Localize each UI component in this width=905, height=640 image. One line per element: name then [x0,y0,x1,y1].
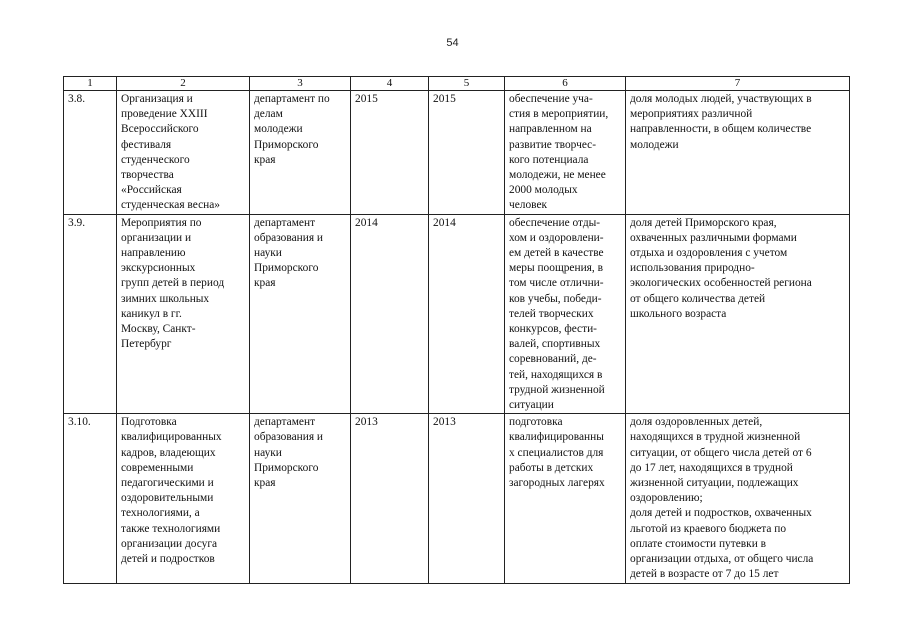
table-row [64,414,850,583]
end-year: 2014 [429,214,505,414]
start-year: 2015 [351,91,429,215]
row-number: 3.8. [64,91,117,215]
row-number: 3.10. [64,414,117,583]
executor: департамент образования и науки Приморского края [250,414,351,583]
expected-result: подготовка квалифицированны х специалистов для работы в детских загородных лагерях [505,414,626,583]
end-year: 2015 [429,91,505,215]
start-year: 2013 [351,414,429,583]
expected-result: обеспечение отды- хом и оздоровлени- ем детей в качестве меры поощрения, в том числе отлични- ков учебы, победи- телей творческих конкурсов, фести- валей, спортивных соревнований, де- тей, находящихся в трудной жизненной ситуации [505,214,626,414]
start-year: 2014 [351,214,429,414]
event-name: Организация и проведение XXIII Всероссийского фестиваля студенческого творчества «Российская студенческая весна» [117,91,250,215]
col-header-4: 4 [351,77,429,91]
indicator: доля оздоровленных детей, находящихся в трудной жизненной ситуации, от общего числа детей от 6 до 17 лет, находящихся в трудной жизненной ситуации, подлежащих оздоровлению; доля детей и подростков, охваченных льготой из краевого бюджета по оплате стоимости путевки в организации отдыха, от общего числа детей в возрасте от 7 до 15 лет [626,414,850,583]
executor: департамент образования и науки Приморского края [250,214,351,414]
col-header-2: 2 [117,77,250,91]
executor: департамент по делам молодежи Приморского края [250,91,351,215]
indicator: доля молодых людей, участвующих в мероприятиях различной направленности, в общем количестве молодежи [626,91,850,215]
event-name: Мероприятия по организации и направлению экскурсионных групп детей в период зимних школьных каникул в гг. Москву, Санкт- Петербург [117,214,250,414]
table-row [64,214,850,414]
end-year: 2013 [429,414,505,583]
col-header-3: 3 [250,77,351,91]
table-row [64,91,850,215]
indicator: доля детей Приморского края, охваченных различными формами отдыха и оздоровления с учетом использования природно- экологических особенностей региона от общего количества детей школьного возраста [626,214,850,414]
col-header-5: 5 [429,77,505,91]
row-number: 3.9. [64,214,117,414]
page-number: 54 [446,37,459,49]
expected-result: обеспечение уча- стия в мероприятии, направленном на развитие творчес- кого потенциала молодежи, не менее 2000 молодых человек [505,91,626,215]
header-row [64,77,850,91]
col-header-6: 6 [505,77,626,91]
program-table [63,76,850,584]
event-name: Подготовка квалифицированных кадров, владеющих современными педагогическими и оздоровительными технологиями, а также технологиями организации досуга детей и подростков [117,414,250,583]
col-header-1: 1 [64,77,117,91]
col-header-7: 7 [626,77,850,91]
